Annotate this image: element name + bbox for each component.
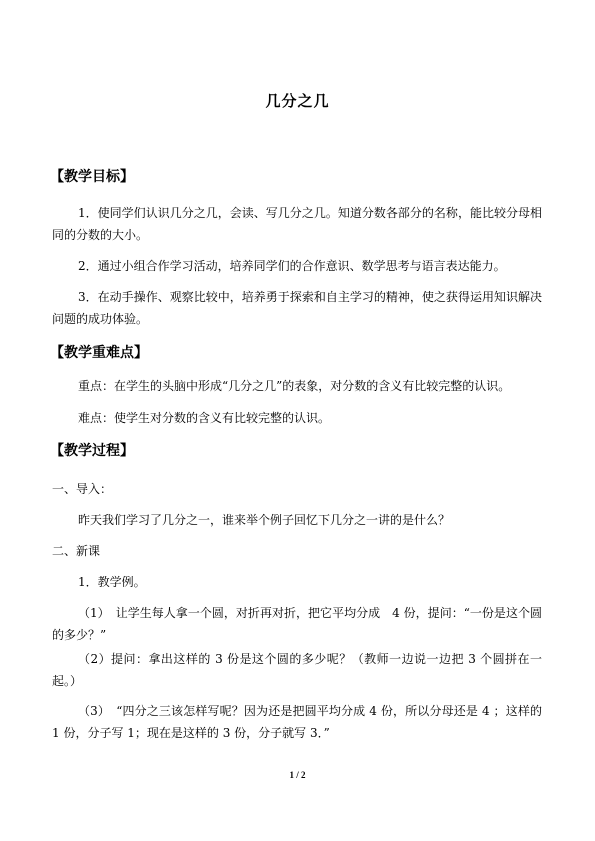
goal-item-2: 2．通过小组合作学习活动，培养同学们的合作意识、数学思考与语言表达能力。	[78, 259, 506, 273]
process-step-new-lesson: 二、新课	[52, 544, 101, 558]
page-number: 1 / 2	[289, 770, 306, 780]
document-title: 几分之几	[265, 92, 330, 110]
section-heading-goals: 【教学目标】	[50, 169, 134, 185]
goal-item-3: 3．在动手操作、观察比较中，培养勇于探索和自主学习的精神，使之获得运用知识解决问题的成功体验。	[52, 290, 542, 326]
keypoint-difficult: 难点：使学生对分数的含义有比较完整的认识。	[78, 411, 331, 425]
process-step-intro: 一、导入：	[52, 482, 113, 496]
keypoint-important: 重点：在学生的头脑中形成“几分之几”的表象，对分数的含义有比较完整的认识。	[78, 379, 511, 393]
process-example-step-1: （1） 让学生每人拿一个圆，对折再对折，把它平均分成 4 份，提问：“一份是这个圆的多少？”	[52, 606, 542, 642]
process-example-step-3: （3） “四分之三该怎样写呢？因为还是把圆平均分成 4 份，所以分母还是 4 ；这样的 1 份，分子写 1；现在是这样的 3 份，分子就写 3．”	[52, 704, 542, 740]
process-example-step-2: （2）提问：拿出这样的 3 份是这个圆的多少呢？（教师一边说一边把 3 个圆拼在一起。）	[52, 652, 542, 688]
section-heading-keypoints: 【教学重难点】	[50, 345, 148, 361]
process-example-heading: 1．教学例。	[78, 575, 146, 589]
section-heading-process: 【教学过程】	[50, 443, 134, 459]
goal-item-1: 1．使同学们认识几分之几，会读、写几分之几。知道分数各部分的名称，能比较分母相同的分数的大小。	[52, 206, 542, 242]
process-intro-question: 昨天我们学习了几分之一，谁来举个例子回忆下几分之一讲的是什么？	[78, 513, 451, 527]
